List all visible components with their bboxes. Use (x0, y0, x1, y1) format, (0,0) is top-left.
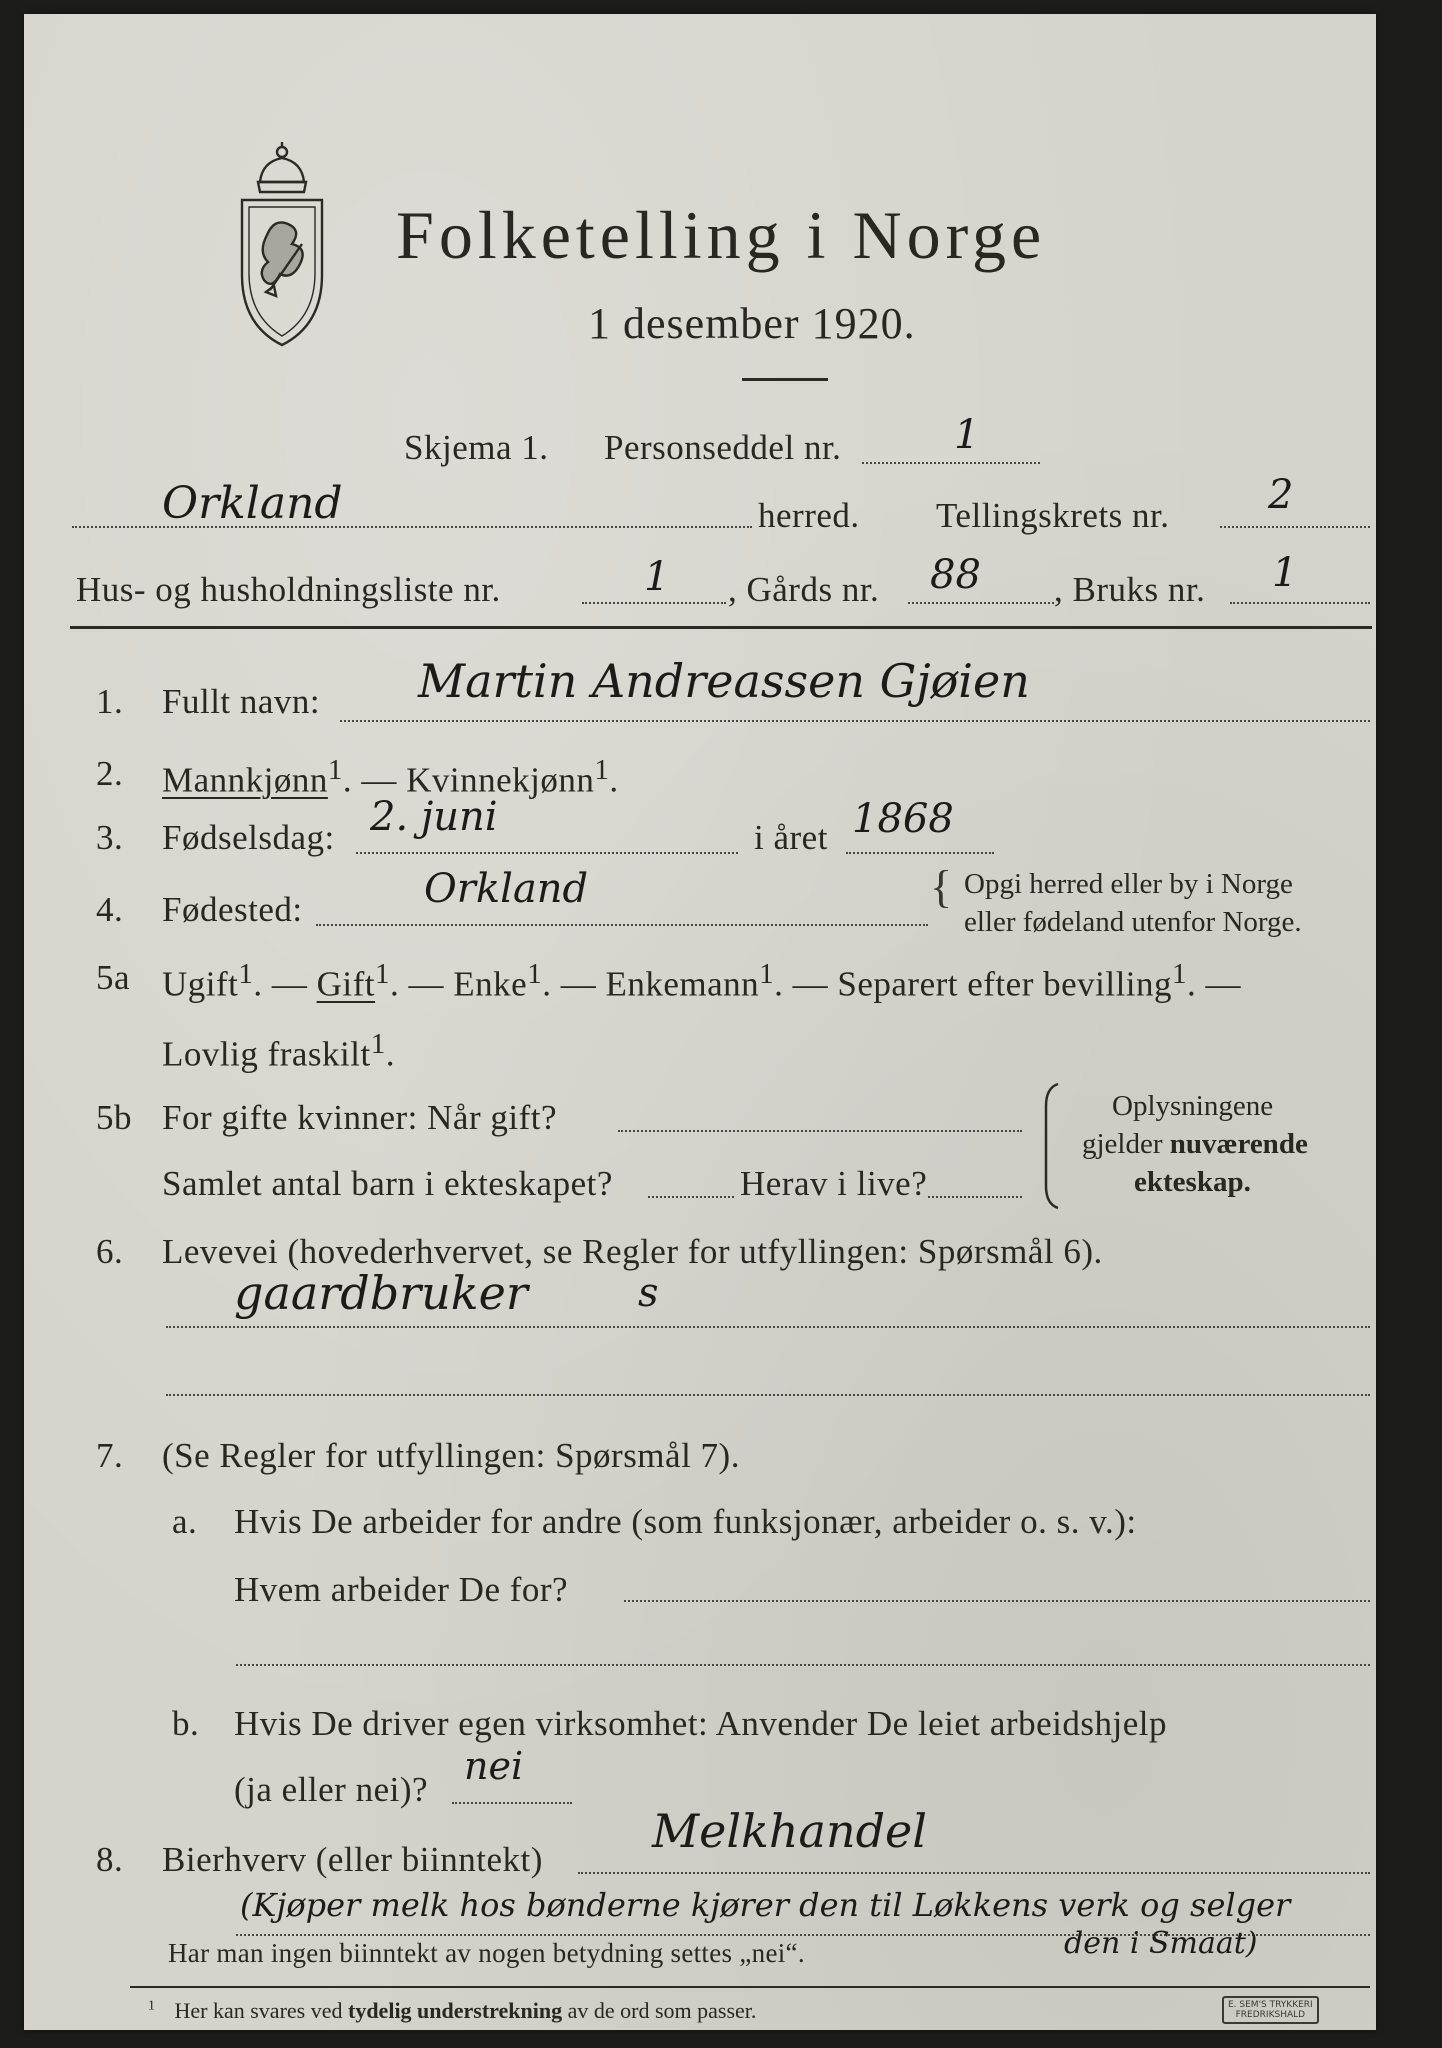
q4-note-2: eller fødeland utenfor Norge. (964, 906, 1302, 938)
q7b-number: b. (172, 1704, 200, 1743)
q5b-married-line (618, 1130, 1022, 1132)
q5b-alive-label: Herav i live? (740, 1164, 928, 1203)
q5a-mark-3: 1 (527, 958, 543, 990)
q7b-line (452, 1802, 572, 1804)
herred-value: Orkland (162, 478, 343, 529)
q4-line (316, 924, 928, 926)
q2-footnote-mark: 1 (327, 754, 343, 786)
q8-side-occupation-detail-2: den i Smaat) (1064, 1926, 1258, 1961)
q3-year-label: i året (754, 818, 828, 857)
husholdning-label: Hus- og husholdningsliste nr. (76, 570, 501, 609)
q5a-ugift: Ugift (162, 964, 239, 1004)
q5b-note-3: ekteskap. (1134, 1166, 1251, 1198)
q2-female: . — Kvinnekjønn (342, 760, 595, 800)
gards-line (908, 602, 1054, 604)
q7b-answer: nei (464, 1744, 524, 1788)
q2-end: . (609, 760, 619, 800)
q5b-note-2 (1082, 1128, 1308, 1161)
form-title: Folketelling i Norge (396, 197, 1047, 273)
q1-number: 1. (96, 682, 124, 721)
q5b-children-label: Samlet antal barn i ekteskapet? (162, 1164, 613, 1203)
q5a-sep-end: . — (1187, 964, 1242, 1004)
tellingskrets-value: 2 (1268, 472, 1294, 518)
q4-brace: { (930, 861, 953, 912)
stamp-line-1: E. SEM'S TRYKKERI (1228, 2000, 1313, 2010)
q5a-enke: . — Enke (390, 964, 528, 1004)
q5b-note-2b: nuværende (1169, 1128, 1308, 1160)
q4-birthplace: Orkland (424, 866, 589, 912)
q7a-employer-label: Hvem arbeider De for? (234, 1570, 569, 1609)
personseddel-label: Personseddel nr. (604, 428, 842, 467)
q5a-mark-5: 1 (1172, 958, 1188, 990)
q5b-children-line (648, 1196, 734, 1198)
gards-label: , Gårds nr. (728, 570, 880, 609)
q5a-mark-6: 1 (370, 1028, 386, 1060)
bruks-value: 1 (1272, 550, 1298, 596)
schema-label: Skjema 1. (404, 428, 549, 467)
q6-occupation: gaardbruker (234, 1266, 528, 1320)
q7-label: (Se Regler for utfyllingen: Spørsmål 7). (162, 1436, 740, 1475)
q7a-number: a. (172, 1502, 198, 1541)
husholdning-value: 1 (644, 554, 670, 600)
q5b-note-2a: gjelder (1082, 1128, 1170, 1160)
q7b-label: Hvis De driver egen virksomhet: Anvender De leiet arbeidshjelp (234, 1704, 1167, 1743)
header-rule (70, 626, 1372, 629)
q3-year-line (846, 852, 994, 854)
personseddel-value: 1 (954, 412, 980, 458)
q5a-sep-1: . — (253, 964, 317, 1004)
tellingskrets-line (1220, 526, 1370, 528)
title-divider (742, 378, 828, 381)
q5a-mark-2: 1 (375, 958, 391, 990)
q5b-alive-line (928, 1196, 1022, 1198)
q4-number: 4. (96, 890, 124, 929)
coat-of-arms-icon (222, 140, 342, 350)
census-form-page (24, 14, 1376, 2030)
bruks-label: , Bruks nr. (1054, 570, 1206, 609)
q5a-number: 5a (96, 958, 131, 997)
q2-footnote-mark-2: 1 (594, 754, 610, 786)
q3-label: Fødselsdag: (162, 818, 335, 857)
q6-occupation-mark: s (638, 1270, 659, 1316)
q3-number: 3. (96, 818, 124, 857)
bruks-line (1230, 602, 1370, 604)
q5b-note-1: Oplysningene (1112, 1090, 1274, 1122)
q6-line-1 (166, 1326, 1370, 1328)
q5a-fraskilt (162, 1028, 395, 1075)
q8-number: 8. (96, 1840, 124, 1879)
q5a-fraskilt-end: . (385, 1034, 395, 1074)
q8-side-occupation-detail: (Kjøper melk hos bønderne kjører den til Løkkens verk og selger (240, 1886, 1291, 1924)
q1-line (340, 720, 1370, 722)
personseddel-line (862, 462, 1040, 464)
footnote-text-a: Her kan svares ved (174, 1998, 348, 2023)
footnote-mark: 1 (148, 1998, 155, 2014)
gards-value: 88 (930, 552, 981, 598)
q2-male-underlined: Mannkjønn (162, 760, 328, 800)
printer-stamp (1222, 1996, 1319, 2024)
q1-label: Fullt navn: (162, 682, 321, 721)
footnote (148, 1998, 756, 2024)
q4-label: Fødested: (162, 890, 303, 929)
q7a-employer-line-2 (236, 1664, 1370, 1666)
q5b-bracket (1040, 1082, 1062, 1210)
q7b-label-2: (ja eller nei)? (234, 1770, 429, 1809)
q8-side-occupation: Melkhandel (652, 1804, 927, 1858)
stamp-line-2: FREDRIKSHALD (1235, 2010, 1306, 2020)
q3-birth-year: 1868 (852, 796, 954, 842)
census-date: 1 desember 1920. (588, 299, 916, 348)
q6-number: 6. (96, 1232, 124, 1271)
q3-birthday: 2. juni (370, 794, 498, 840)
husholdning-line (582, 602, 726, 604)
q2-number: 2. (96, 754, 124, 793)
q8-line (578, 1872, 1370, 1874)
q8-note: Har man ingen biinntekt av nogen betydning settes „nei“. (168, 1938, 805, 1968)
q7a-label: Hvis De arbeider for andre (som funksjonær, arbeider o. s. v.): (234, 1502, 1137, 1541)
tellingskrets-label: Tellingskrets nr. (936, 496, 1170, 535)
herred-label: herred. (758, 496, 860, 535)
q6-label: Levevei (hovederhvervet, se Regler for utfyllingen: Spørsmål 6). (162, 1232, 1103, 1271)
footnote-text-c: av de ord som passer. (562, 1998, 757, 2023)
footnote-text-b: tydelig understrekning (348, 1998, 563, 2023)
q5a-civil-status (162, 958, 1241, 1005)
q5a-gift-underlined: Gift (316, 964, 376, 1004)
q8-label: Bierhverv (eller biinntekt) (162, 1840, 543, 1879)
q5a-mark-4: 1 (759, 958, 775, 990)
q5b-number: 5b (96, 1098, 132, 1137)
q7a-employer-line (624, 1600, 1370, 1602)
q5a-enkemann: . — Enkemann (542, 964, 760, 1004)
q5a-mark-1: 1 (238, 958, 254, 990)
q5a-fraskilt-text: Lovlig fraskilt (162, 1034, 371, 1074)
q5a-separert: . — Separert efter bevilling (774, 964, 1173, 1004)
q6-line-2 (166, 1394, 1370, 1396)
q5b-married-when: For gifte kvinner: Når gift? (162, 1098, 558, 1137)
q3-day-line (356, 852, 738, 854)
q1-full-name: Martin Andreassen Gjøien (418, 654, 1030, 708)
footnote-rule (130, 1986, 1370, 1988)
q4-note-1: Opgi herred eller by i Norge (964, 868, 1293, 900)
q7-number: 7. (96, 1436, 124, 1475)
